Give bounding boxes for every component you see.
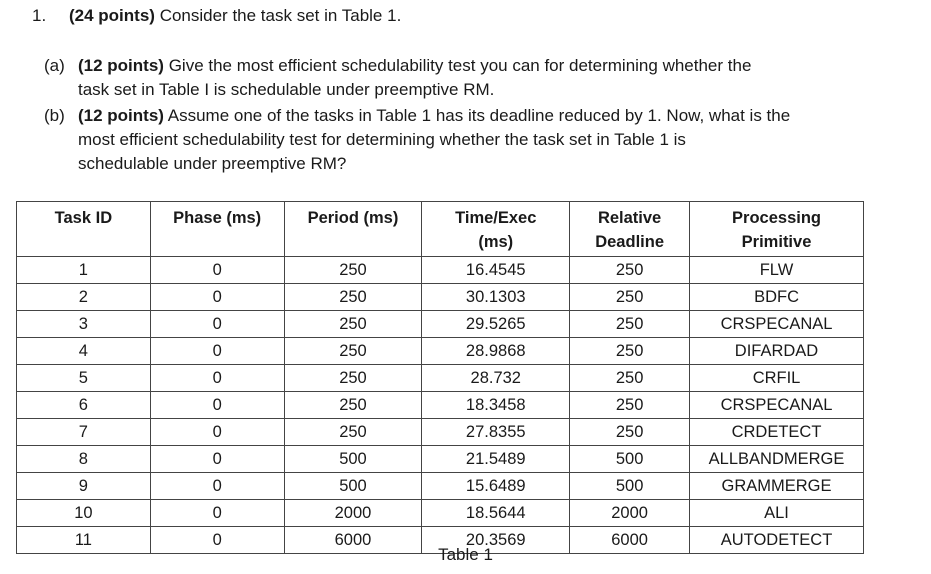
- cell-task-id: 10: [17, 500, 151, 527]
- question-text: Consider the task set in Table 1.: [159, 6, 402, 25]
- table-row: [17, 365, 864, 392]
- cell-task-id: 6: [17, 392, 151, 419]
- column-header-line1: Phase (ms): [173, 209, 262, 227]
- part-b-line3: schedulable under preemptive RM?: [78, 154, 347, 173]
- cell-processing-primitive: CRDETECT: [690, 419, 864, 446]
- cell-exec-time: 28.732: [422, 365, 570, 392]
- cell-processing-primitive: FLW: [690, 257, 864, 284]
- column-header-line1: Period (ms): [307, 209, 399, 227]
- cell-period: 250: [284, 257, 422, 284]
- column-header-phase: [150, 202, 284, 257]
- cell-phase: 0: [150, 257, 284, 284]
- cell-phase: 0: [150, 473, 284, 500]
- cell-period: 2000: [284, 500, 422, 527]
- table-row: [17, 392, 864, 419]
- part-a-points: (12 points): [78, 56, 164, 75]
- column-header-line1: Time/Exec: [455, 209, 537, 227]
- task-table-body: [17, 257, 864, 554]
- table-row: [17, 257, 864, 284]
- part-a-line1: Give the most efficient schedulability test you can for determining whether the: [168, 56, 752, 75]
- column-header-task-id: [17, 202, 151, 257]
- cell-exec-time: 15.6489: [422, 473, 570, 500]
- cell-period: 250: [284, 392, 422, 419]
- cell-exec-time: 18.3458: [422, 392, 570, 419]
- cell-phase: 0: [150, 500, 284, 527]
- part-a-label: (a): [44, 56, 65, 75]
- cell-relative-deadline: 6000: [570, 527, 690, 554]
- cell-phase: 0: [150, 527, 284, 554]
- cell-task-id: 2: [17, 284, 151, 311]
- part-a-body: [78, 54, 904, 102]
- question-header: [32, 6, 401, 26]
- table-row: [17, 446, 864, 473]
- cell-task-id: 1: [17, 257, 151, 284]
- column-header-exec-time: [422, 202, 570, 257]
- cell-task-id: 3: [17, 311, 151, 338]
- cell-phase: 0: [150, 311, 284, 338]
- cell-exec-time: 28.9868: [422, 338, 570, 365]
- column-header-line2: Deadline: [595, 233, 664, 251]
- table-row: [17, 473, 864, 500]
- cell-period: 250: [284, 311, 422, 338]
- cell-task-id: 8: [17, 446, 151, 473]
- cell-task-id: 7: [17, 419, 151, 446]
- cell-period: 500: [284, 446, 422, 473]
- table-row: [17, 500, 864, 527]
- question-points: (24 points): [69, 6, 155, 25]
- table-row: [17, 338, 864, 365]
- cell-processing-primitive: CRSPECANAL: [690, 311, 864, 338]
- table-caption: Table 1: [438, 545, 493, 564]
- cell-exec-time: 18.5644: [422, 500, 570, 527]
- cell-period: 250: [284, 419, 422, 446]
- part-b-label: (b): [44, 106, 65, 125]
- cell-relative-deadline: 250: [570, 311, 690, 338]
- cell-processing-primitive: ALLBANDMERGE: [690, 446, 864, 473]
- cell-processing-primitive: CRSPECANAL: [690, 392, 864, 419]
- column-header-line1: Relative: [597, 209, 662, 227]
- cell-task-id: 5: [17, 365, 151, 392]
- part-b-line2: most efficient schedulability test for determining whether the task set in Table 1 is: [78, 130, 686, 149]
- task-table: [16, 201, 864, 554]
- table-row: [17, 311, 864, 338]
- cell-processing-primitive: ALI: [690, 500, 864, 527]
- cell-exec-time: 29.5265: [422, 311, 570, 338]
- cell-processing-primitive: BDFC: [690, 284, 864, 311]
- column-header-period: [284, 202, 422, 257]
- cell-processing-primitive: CRFIL: [690, 365, 864, 392]
- column-header-line2: (ms): [478, 233, 514, 251]
- cell-relative-deadline: 250: [570, 284, 690, 311]
- cell-relative-deadline: 250: [570, 419, 690, 446]
- cell-relative-deadline: 500: [570, 473, 690, 500]
- cell-task-id: 4: [17, 338, 151, 365]
- task-table-header: [17, 202, 864, 257]
- table-row: [17, 419, 864, 446]
- cell-phase: 0: [150, 446, 284, 473]
- column-header-processing-primitive: [690, 202, 864, 257]
- part-b-body: [78, 104, 904, 176]
- part-b-line1: Assume one of the tasks in Table 1 has its deadline reduced by 1. Now, what is the: [167, 106, 791, 125]
- cell-exec-time: 20.3569: [422, 527, 570, 554]
- cell-processing-primitive: GRAMMERGE: [690, 473, 864, 500]
- column-header-line1: Task ID: [54, 209, 113, 227]
- cell-period: 250: [284, 284, 422, 311]
- cell-exec-time: 30.1303: [422, 284, 570, 311]
- cell-task-id: 9: [17, 473, 151, 500]
- cell-phase: 0: [150, 284, 284, 311]
- cell-period: 6000: [284, 527, 422, 554]
- cell-exec-time: 27.8355: [422, 419, 570, 446]
- cell-period: 500: [284, 473, 422, 500]
- cell-relative-deadline: 250: [570, 338, 690, 365]
- cell-phase: 0: [150, 365, 284, 392]
- cell-phase: 0: [150, 338, 284, 365]
- cell-phase: 0: [150, 392, 284, 419]
- cell-relative-deadline: 250: [570, 257, 690, 284]
- cell-relative-deadline: 250: [570, 392, 690, 419]
- cell-relative-deadline: 2000: [570, 500, 690, 527]
- cell-processing-primitive: DIFARDAD: [690, 338, 864, 365]
- cell-relative-deadline: 250: [570, 365, 690, 392]
- cell-processing-primitive: AUTODETECT: [690, 527, 864, 554]
- column-header-line2: Primitive: [741, 233, 812, 251]
- cell-period: 250: [284, 365, 422, 392]
- part-a: [44, 54, 904, 102]
- column-header-relative-deadline: [570, 202, 690, 257]
- cell-relative-deadline: 500: [570, 446, 690, 473]
- question-number: 1.: [32, 6, 47, 25]
- cell-task-id: 11: [17, 527, 151, 554]
- part-b-points: (12 points): [78, 106, 164, 125]
- part-b: [44, 104, 904, 176]
- column-header-line1: Processing: [732, 209, 821, 227]
- cell-phase: 0: [150, 419, 284, 446]
- cell-exec-time: 21.5489: [422, 446, 570, 473]
- cell-period: 250: [284, 338, 422, 365]
- table-row: [17, 284, 864, 311]
- cell-exec-time: 16.4545: [422, 257, 570, 284]
- part-a-line2: task set in Table I is schedulable under preemptive RM.: [78, 80, 495, 99]
